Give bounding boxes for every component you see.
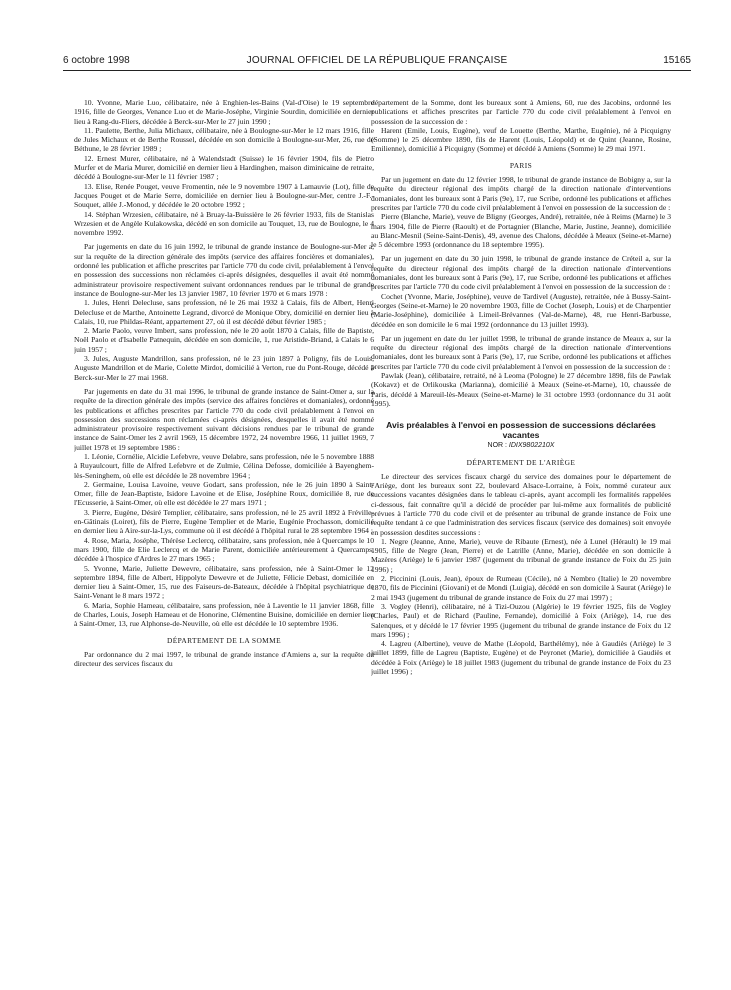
notice-title: Avis préalables à l'envoi en possession de successions déclarées vacantes bbox=[386, 420, 656, 441]
header-page-number: 15165 bbox=[663, 55, 691, 66]
paragraph: Par ordonnance du 2 mai 1997, le tribunal de grande instance d'Amiens a, sur la requête du directeur des services fiscaux du bbox=[74, 649, 374, 669]
paragraph: Le directeur des services fiscaux chargé du service des domaines pour le département de l'Ariège, dont les bureaux sont 22, boulevard Alsace-Lorraine, à Foix, nommé curateur aux successions vacantes désignées dans le tableau ci-après, ayant accompli les formalités rappelées ci-dessous, fait connaître qu'il a décidé de procéder par lui-même aux formalités de publicité prévues à l'article 770 du code civil et de présenter au tribunal de grande instance de Foix une requête tendant à ce que l'administration des services fiscaux (service des domaines) soit envoyée en possession desdites successions : bbox=[371, 471, 671, 537]
paragraph: 11. Paulette, Berthe, Julia Michaux, célibataire, née à Boulogne-sur-Mer le 12 mars 1916, fille de Jules Michaux et de Berthe Roussel, décédée en son domicile à Boulogne-sur-Mer, 26, rue de Béthune, le 28 février 1989 ; bbox=[74, 125, 374, 154]
page-header bbox=[63, 55, 691, 69]
paragraph: 1. Léonie, Cornélie, Alcidie Lefebvre, veuve Delabre, sans profession, née le 5 novembre 1888 à Ruyaulcourt, fille de Alfred Lefebvre et de Zulmie, Célina Defosse, domiciliée à Bayenghem-lès-Seninghem, où elle est décédée le 28 novembre 1964 ; bbox=[74, 451, 374, 480]
paragraph: 3. Pierre, Eugène, Désiré Templier, célibataire, sans profession, né le 25 avril 1892 à Fréville-en-Gâtinais (Loiret), fils de Pierre, Eugène Templier et de Marie, Eugénie Prochasson, domicilié en dernier lieu à Aire-sur-la-Lys, commune où il est décédé à l'hôpital rural le 28 septembre 1964 ; bbox=[74, 507, 374, 536]
paragraph: 13. Elise, Renée Pouget, veuve Fromentin, née le 9 novembre 1907 à Lamauvie (Lot), fille de Jacques Pouget et de Marie Serre, domiciliée en dernier lieu à Boulogne-sur-Mer, centre J.-F.-Souquet, allée J.-Monod, y décédée le 20 octobre 1992 ; bbox=[74, 181, 374, 210]
section-heading: DÉPARTEMENT DE L'ARIÈGE bbox=[466, 457, 576, 467]
paragraph: 3. Jules, Auguste Mandrillon, sans profession, né le 23 juin 1897 à Poligny, fils de Louis, Auguste Mandrillon et de Marie, Colette Mirdot, domicilié à Verton, rue du Pont-Rouge, décédé à Berck-sur-Mer le 27 mai 1968. bbox=[74, 354, 374, 382]
nor-reference bbox=[371, 441, 671, 450]
paragraph: 4. Rose, Maria, Joséphe, Thérèse Leclercq, célibataire, sans profession, née à Quercamps le 10 mars 1900, fille de Elie Leclercq et de Marie Parent, domiciliée antérieurement à Quercamps, décédée à l'hospice d'Ardres le 27 mars 1965 ; bbox=[74, 535, 374, 564]
nor-label: NOR : bbox=[487, 442, 509, 450]
paragraph: 2. Germaine, Louisa Lavoine, veuve Godart, sans profession, née le 26 juin 1890 à Saint-Omer, fille de Jean-Baptiste, Isidore Lavoine et de Elise, Joséphine Roux, domiciliée 8, rue de l'Ecusserie, à Saint-Omer, où elle est décédée le 27 mars 1971 ; bbox=[74, 479, 374, 508]
paragraph: 3. Vogley (Henri), célibataire, né à Tizi-Ouzou (Algérie) le 19 février 1925, fils de Vogley (Charles, Paul) et de Richard (Pauline, Fernande), domicilié à Foix (Ariège), 14, rue des Salenques, et y décédé le 17 février 1995 (jugement du tribunal de grande instance de Foix du 12 mars 1996) ; bbox=[371, 601, 671, 639]
paragraph: Par un jugement en date du 1er juillet 1998, le tribunal de grande instance de Meaux a, sur la requête du directeur régional des impôts chargé de la direction nationale d'interventions domaniales, dont les bureaux sont à Paris (9e), 17, rue Scribe, ordonné les publications et affiches prescrites par l'article 770 du code civil préalablement à l'envoi en possession de la succession de : bbox=[371, 333, 671, 371]
paragraph: 14. Stéphan Wrzesien, célibataire, né à Bruay-la-Buissière le 26 février 1933, fils de Stanislas Wrzesien et de Angèle Kulakowska, décédé en son domicile au Touquet, 13, rue de Boulogne, le 4 novembre 1992. bbox=[74, 209, 374, 238]
left-column bbox=[74, 98, 374, 978]
paragraph: 2. Piccinini (Louis, Jean), époux de Rumeau (Cécile), né à Nembro (Italie) le 20 novembre 1870, fils de Piccinini (Giovani) et de Mondi (Luigia), décédé en son domicile à Saurat (Ariège) le 2 mai 1943 (jugement du tribunal de grande instance de Foix du 27 mai 1997) ; bbox=[371, 574, 671, 602]
paragraph: 12. Ernest Murer, célibataire, né à Walendstadt (Suisse) le 16 février 1904, fils de Pietro Murfer et de Maria Murer, domicilié en dernier lieu à Hardinghen, maison diminicaine de retraite, décédé à Boulogne-sur-Mer le 11 février 1987 ; bbox=[74, 153, 374, 182]
section-heading: DÉPARTEMENT DE LA SOMME bbox=[166, 635, 282, 645]
paragraph: 1. Negre (Jeanne, Anne, Marie), veuve de Ribaute (Ernest), née à Lunel (Hérault) le 19 mai 1905, fille de Negre (Jean, Pierre) et de Latrille (Anne, Marie), décédée en son domicile à Mazères (Ariège) le 6 janvier 1987 (jugement du tribunal de grande instance de Foix du 25 juin 1996) ; bbox=[371, 536, 671, 574]
header-journal-title: JOURNAL OFFICIEL DE LA RÉPUBLIQUE FRANÇAISE bbox=[246, 55, 508, 66]
paragraph: Par jugements en date du 31 mai 1996, le tribunal de grande instance de Saint-Omer a, sur la requête de la direction générale des impôts (service des affaires foncières et domaniales), ordonné les publications et affiches prescrites par l'article 770 du code civil préalablement à l'envoi en possession des successions non réclamées ci-après désignées, desquelles il avait été nommé administrateur provisoire respectivement suivant décisions rendues par le tribunal de grande instance de Saint-Omer les 2 avril 1969, 15 décembre 1972, 24 novembre 1966, 11 juillet 1969, 7 juillet 1978 et 19 septembre 1986 : bbox=[74, 386, 374, 452]
header-date: 6 octobre 1998 bbox=[63, 55, 130, 66]
paragraph: Par un jugement en date du 12 février 1998, le tribunal de grande instance de Bobigny a, sur la requête du directeur régional des impôts chargé de la direction nationale d'interventions domaniales, dont les bureaux sont à Paris (9e), 17, rue Scribe, ordonné les publications et affiches prescrites par l'article 770 du code civil préalablement à l'envoi en possession de la succession de : bbox=[371, 175, 671, 212]
paragraph: département de la Somme, dont les bureaux sont à Amiens, 60, rue des Jacobins, ordonné les publications et affiches prescrites par l'article 770 du code civil préalablement à l'envoi en possession de la succession de : bbox=[371, 98, 671, 126]
paragraph: Par un jugement en date du 30 juin 1998, le tribunal de grande instance de Créteil a, sur la requête du directeur régional des impôts chargé de la direction nationale d'interventions domaniales, dont les bureaux sont à Paris (9e), 17, rue Scribe, ordonné les publications et affiches prescrites par l'article 770 du code civil préalablement à l'envoi en possession de la succession de : bbox=[371, 254, 671, 292]
paragraph: 5. Yvonne, Marie, Juliette Dewevre, célibataire, sans profession, née à Saint-Omer le 12 septembre 1894, fille de Albert, Hippolyte Dewevre et de Juliette, Félicie Debast, domiciliée en dernier lieu à Saint-Omer, 15, rue des Faiseurs-de-Bateaux, décédée à l'hôpital psychiatrique de Saint-Venant le 8 mars 1972 ; bbox=[74, 563, 374, 601]
section-heading: PARIS bbox=[509, 160, 533, 170]
paragraph: 1. Jules, Henri Delecluse, sans profession, né le 26 mai 1932 à Calais, fils de Albert, Henri Delecluse et de Marthe, Antoinette Legrand, divorcé de Monique Obry, domicilié en dernier lieu à Calais, 10, rue Phildas-Réant, appartement 27, où il est décédé début février 1985 ; bbox=[74, 298, 374, 326]
paragraph: Cochet (Yvonne, Marie, Joséphine), veuve de Tardivel (Auguste), retraitée, née à Bussy-Saint-Georges (Seine-et-Marne) le 20 novembre 1903, fille de Cochet (Joseph, Louis) et de Charpentier (Marie-Joséphine), domiciliée à Limeil-Brévannes (Val-de-Marne), 48, rue Henri-Barbusse, décédée en son domicile le 6 mai 1992 (ordonnance du 13 juillet 1993). bbox=[371, 291, 671, 329]
nor-code: IDIX9802210X bbox=[508, 442, 555, 450]
paragraph: Par jugements en date du 16 juin 1992, le tribunal de grande instance de Boulogne-sur-Mer a, sur la requête de la direction générale des impôts (service des affaires foncières et domaniales), ordonné les publication et affiche prescrites par l'article 770 du code civil, préalablement à l'envoi en possession des successions non réclamées ci-après désignées, desquelles il avait été nommé administrateur provisoire respectivement suivant ordonnances rendues par le tribunal de grande instance de Boulogne-sur-Mer les 13 janvier 1987, 10 février 1970 et 6 mars 1978 : bbox=[74, 242, 374, 298]
paragraph: 10. Yvonne, Marie Luo, célibataire, née à Enghien-les-Bains (Val-d'Oise) le 19 septembre 1916, fille de Georges, Venance Luo et de Marie-Joséphe, Virginie Sourdin, domiciliée en dernier lieu à Rang-du-Fliers, décédée à Berck-sur-Mer le 27 juin 1990 ; bbox=[74, 98, 374, 126]
right-column bbox=[371, 98, 671, 978]
paragraph: Harent (Emile, Louis, Eugène), veuf de Louette (Berthe, Marthe, Eugénie), né à Picquigny (Somme) le 25 décembre 1890, fils de Harent (Louis, Léopold) et de Quint (Jeanne, Rosine, Emilienne), domicilié à Picquigny (Somme) et décédé à Amiens (Somme) le 29 mai 1971. bbox=[371, 125, 671, 154]
paragraph: 2. Marie Paolo, veuve Imbert, sans profession, née le 20 août 1870 à Calais, fille de Baptiste, Noël Paolo et d'Isabelle Patnequin, décédée en son domicile, 1, rue Aristide-Briand, à Calais le 6 juin 1957 ; bbox=[74, 326, 374, 354]
paragraph: Pawlak (Jean), célibataire, retraité, né à Leoma (Pologne) le 27 décembre 1898, fils de Pawlak (Kokavz) et de Orlikouska (Marianna), domicilié à Meaux (Seine-et-Marne), 10, chaussée de Paris, décédé à Mareuil-lès-Meaux (Seine-et-Marne) le 31 octobre 1993 (ordonnance du 31 août 1995). bbox=[371, 371, 671, 408]
paragraph: 4. Lagreu (Albertine), veuve de Mathe (Léopold, Barthélémy), née à Gaudiès (Ariège) le 3 juillet 1899, fille de Lagreu (Baptiste, Eugène) et de Peyronet (Marie), domiciliée à Gaudiès et décédée à Foix (Ariège) le 18 juillet 1983 (jugement du tribunal de grande instance de Foix du 23 juillet 1996) ; bbox=[371, 639, 671, 677]
paragraph: 6. Maria, Sophie Hameau, célibataire, sans profession, née à Laventie le 11 janvier 1868, fille de Charles, Louis, Joseph Hameau et de Honorine, Clémentine Buisine, domiciliée en dernier lieu à Saint-Omer, 13, rue Alphonse-de-Neuville, où elle est décédée le 10 septembre 1936. bbox=[74, 600, 374, 629]
paragraph: Pierre (Blanche, Marie), veuve de Bligny (Georges, André), retraitée, née à Reims (Marne) le 3 mars 1904, fille de Pierre (Raoult) et de Portagnier (Blanche, Marie, Justine, Jeanne), domiciliée au Blanc-Mesnil (Seine-Saint-Denis), 49, avenue des Chalons, décédée à Meaux (Seine-et-Marne) le 5 décembre 1993 (ordonnance du 18 septembre 1995). bbox=[371, 212, 671, 250]
header-rule bbox=[63, 70, 691, 71]
